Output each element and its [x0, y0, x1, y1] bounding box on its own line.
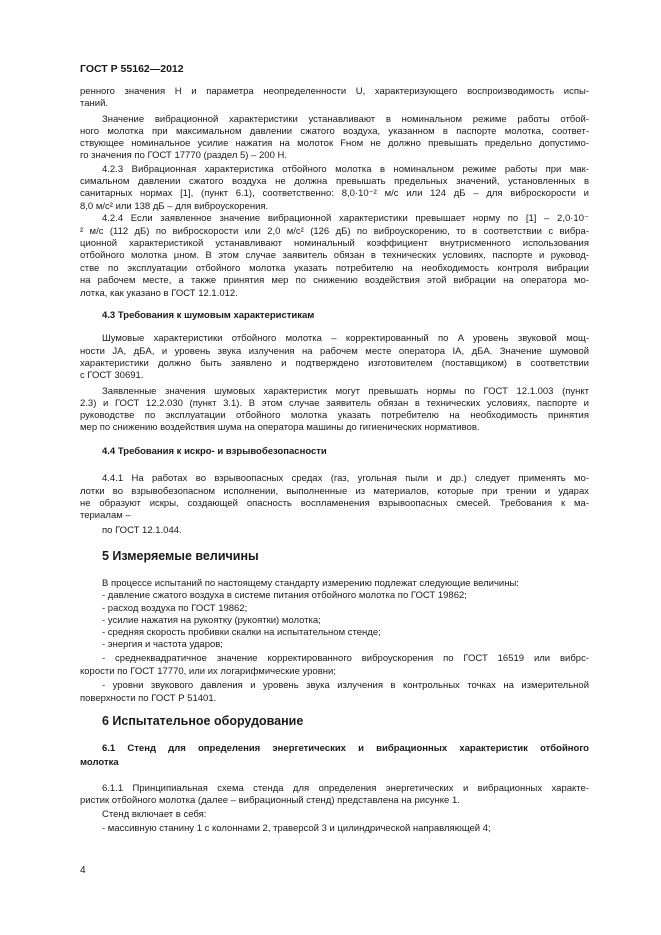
section-heading-4-3: 4.3 Требования к шумовым характеристикам [102, 310, 315, 321]
list-item: - массивную станину 1 с колоннами 2, траверсой 3 и цилиндрической направляющей 4; [102, 823, 491, 834]
text-line: ² м/с (112 дБ) по виброскорости или 2,0 м/с² (126 дБ) по виброускорению, то в соответствии с вибра- [80, 226, 589, 237]
text-line: ристик отбойного молотка (далее – вибрационный стенд) представлена на рисунке 1. [80, 795, 460, 806]
text-line: поверхности по ГОСТ Р 51401. [80, 693, 217, 704]
text-line: характеристики должно быть заявлено и подтверждено изготовителем (поставщиком) в соответствии [80, 358, 589, 369]
text-line: корости по ГОСТ 17770, или их логарифмические уровни; [80, 666, 336, 677]
text-line: Значение вибрационной характеристики устанавливают в номинальном режиме работы отбой- [102, 114, 589, 125]
text-line: симальном давлении сжатого воздуха не должна превышать предельных значений, установленных в [80, 176, 589, 187]
text-line: го значения по ГОСТ 17770 (раздел 5) – 200 Н. [80, 150, 288, 161]
text-line: отбойного молотка μном. В этом случае заявитель обязан в технических условиях, паспорте и руковод- [80, 250, 589, 261]
text-line: по ГОСТ 12.1.044. [102, 525, 182, 536]
text-line: Заявленные значения шумовых характеристик могут превышать нормы по ГОСТ 12.1.003 (пункт [102, 386, 589, 397]
text-line: 2.3) и ГОСТ 12.2.030 (пункт 3.1). В этом случае заявитель обязан в технических условиях, паспорте и [80, 398, 589, 409]
text-line: В процессе испытаний по настоящему стандарту измерению подлежат следующие величины: [102, 578, 519, 589]
text-line: санитарных нормах [1], (пункт 6.1), соответственно: 8,0·10⁻² м/с или 124 дБ – для виброскорости и [80, 188, 589, 199]
text-line: с ГОСТ 30691. [80, 370, 144, 381]
text-line: 4.4.1 На работах во взрывоопасных средах (газ, угольная пыли и др.) следует применять мо- [102, 473, 589, 484]
section-heading-6: 6 Испытательное оборудование [102, 714, 304, 728]
text-line: ного молотка при максимальном давлении сжатого воздуха, указанном в паспорте молотка, соответ- [80, 126, 589, 137]
text-line: ности JA, дБA, и уровень звука излучения на рабочем месте оператора IA, дБA. Значение шумовой [80, 346, 589, 357]
list-item: - давление сжатого воздуха в системе питания отбойного молотка по ГОСТ 19862; [102, 590, 467, 601]
section-heading-4-4: 4.4 Требования к искро- и взрывобезопасности [102, 446, 327, 457]
text-line: 4.2.4 Если заявленное значение вибрационной характеристики превышает норму по [1] – 2,0·10⁻ [102, 213, 589, 224]
text-line: ренного значения H и параметра неопределенности U, характеризующего воспроизводимость испы- [80, 86, 589, 97]
text-line: стве по эксплуатации отбойного молотка указать потребителю на необходимость контроля вибрации [80, 263, 589, 274]
text-line: лотки во взрывобезопасном исполнении, выполненные из материалов, которые при трении и ударах [80, 486, 589, 497]
text-line: на рабочем месте, а также принятия мер по снижению воздействия этой вибрации на оператора мо- [80, 275, 589, 286]
text-line: ствующее номинальное усилие нажатия на молоток Fном не должно превышать предельно допустимо- [80, 138, 589, 149]
page-number: 4 [80, 865, 86, 876]
subsection-heading-6-1: 6.1 Стенд для определения энергетических и вибрационных характеристик отбойного [102, 743, 589, 754]
text-line: 4.2.3 Вибрационная характеристика отбойного молотка в номинальном режиме работы при мак- [102, 164, 589, 175]
text-line: таний. [80, 98, 109, 109]
text-line: 6.1.1 Принципиальная схема стенда для определения энергетических и вибрационных характе- [102, 783, 589, 794]
text-line: ционной характеристикой устанавливают номинальный коэффициент внутрисменного использования [80, 238, 589, 249]
text-line: лотка, как указано в ГОСТ 12.1.012. [80, 288, 238, 299]
subsection-heading-6-1-cont: молотка [80, 757, 119, 768]
list-item: - усилие нажатия на рукоятку (рукоятки) молотка; [102, 615, 321, 626]
text-line: Шумовые характеристики отбойного молотка – корректированный по A уровень звуковой мощ- [102, 333, 589, 344]
list-item: - средняя скорость пробивки скалки на испытательном стенде; [102, 627, 381, 638]
text-line: Стенд включает в себя: [102, 809, 207, 820]
text-line: мер по снижению воздействия шума на оператора машины до гигиенических нормативов. [80, 422, 480, 433]
document-header: ГОСТ Р 55162—2012 [80, 63, 184, 75]
text-line: 8,0 м/с² или 138 дБ – для виброускорения. [80, 201, 269, 212]
list-item: - расход воздуха по ГОСТ 19862; [102, 603, 248, 614]
text-line: руководстве по эксплуатации отбойного молотка указать потребителю на необходимость принятия [80, 410, 589, 421]
text-line: не образуют искры, создающей опасность воспламенения взрывоопасных смесей. Требования к ма- [80, 498, 589, 509]
list-item: - уровни звукового давления и уровень звука излучения в контрольных точках на измерительной [102, 680, 589, 691]
text-line: териалам – [80, 510, 131, 521]
section-heading-5: 5 Измеряемые величины [102, 549, 259, 563]
list-item: - среднеквадратичное значение корректированного виброускорения по ГОСТ 16519 или вибрс- [102, 653, 589, 664]
list-item: - энергия и частота ударов; [102, 639, 223, 650]
